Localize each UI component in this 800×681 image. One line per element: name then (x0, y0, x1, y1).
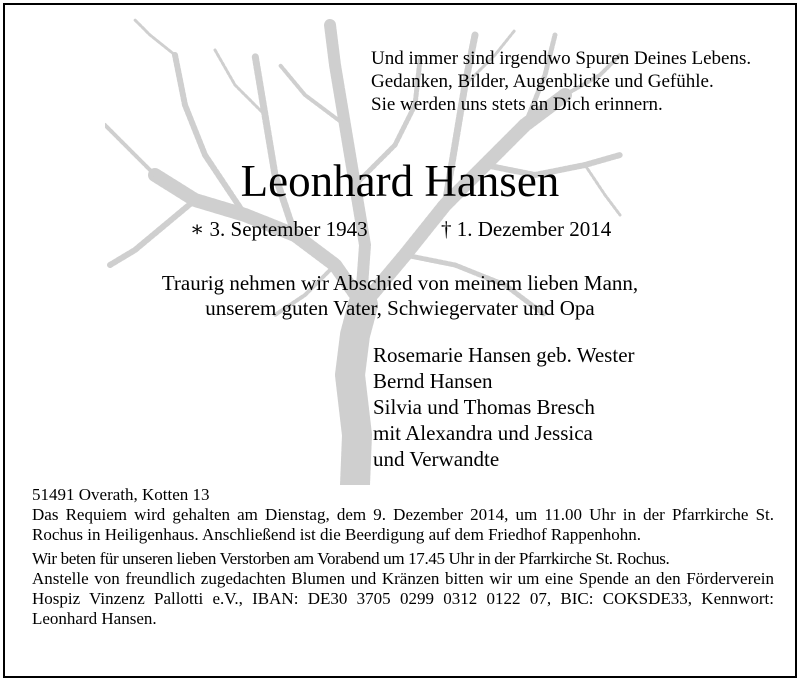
family-member: Bernd Hansen (373, 369, 493, 393)
poem-line: Sie werden uns stets an Dich erinnern. (371, 94, 663, 115)
mourning-text (5, 271, 795, 321)
address: 51491 Overath, Kotten 13 (32, 485, 210, 504)
prayer-text: Wir beten für unseren lieben Verstorben am Vorabend um 17.45 Uhr in der Pfarrkirche St. Rochus. (32, 549, 670, 568)
family-member: mit Alexandra und Jessica (373, 421, 593, 445)
poem-line: Gedanken, Bilder, Augenblicke und Gefühle. (371, 71, 714, 92)
obituary-frame (3, 3, 797, 678)
family-list (373, 342, 635, 472)
family-member: und Verwandte (373, 447, 500, 471)
birth-date: ∗ 3. September 1943 (190, 217, 368, 241)
funeral-details (32, 485, 774, 629)
deceased-name: Leonhard Hansen (240, 156, 560, 206)
donation-text: Anstelle von freundlich zugedachten Blumen und Kränzen bitten wir um eine Spende an den Förderverein Hospiz Vinzenz Pallotti e.V., IBAN: DE30 3705 0299 0312 0122 07, BIC: COKSDE33, Kennwort: Leonhard Hansen. (32, 569, 774, 628)
family-member: Rosemarie Hansen geb. Wester (373, 343, 635, 367)
mourning-line: Traurig nehmen wir Abschied von meinem lieben Mann, (161, 271, 639, 295)
poem-line: Und immer sind irgendwo Spuren Deines Lebens. (371, 48, 752, 69)
mourning-line: unserem guten Vater, Schwiegervater und Opa (205, 296, 595, 320)
requiem-text: Das Requiem wird gehalten am Dienstag, dem 9. Dezember 2014, um 11.00 Uhr in der Pfarrkirche St. Rochus in Heiligenhaus. Anschließend ist die Beerdigung auf dem Friedhof Rappenhohn. (32, 505, 774, 544)
poem (371, 47, 751, 116)
death-date: † 1. Dezember 2014 (441, 217, 612, 241)
family-member: Silvia und Thomas Bresch (373, 395, 595, 419)
